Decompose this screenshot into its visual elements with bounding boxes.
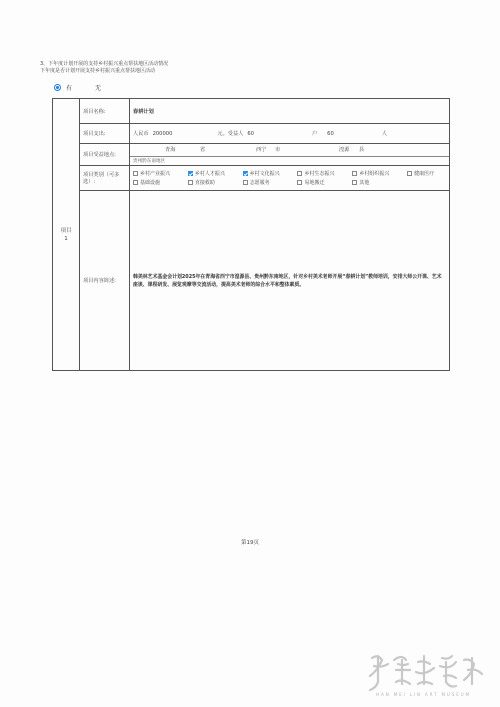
checkbox-icon[interactable] — [188, 180, 193, 185]
project-type-option[interactable] — [188, 179, 237, 186]
province-value: 青海 — [165, 146, 176, 153]
project-spend-label: 项目支出: — [80, 124, 130, 144]
project-type-label-text: 基础设施 — [140, 180, 161, 186]
project-type-option[interactable] — [297, 170, 346, 177]
project-place-field[interactable] — [130, 144, 450, 166]
radio-no-label[interactable]: 无 — [95, 85, 102, 92]
checkbox-icon[interactable] — [133, 180, 138, 185]
project-cell-index: 1 — [64, 235, 68, 242]
section-heading — [40, 61, 168, 75]
project-type-option[interactable] — [243, 179, 292, 186]
page-number: 第19页 — [241, 540, 259, 546]
radio-yes[interactable] — [54, 84, 61, 91]
checkbox-icon[interactable] — [352, 171, 357, 176]
checked-checkbox-icon[interactable] — [188, 171, 193, 176]
beneficiaries-value: 60 — [247, 130, 254, 137]
radio-selected-dot — [56, 86, 59, 89]
project-type-label: 项目类别（可多选）: — [80, 166, 130, 191]
city-value: 西宁 — [256, 146, 267, 153]
checkbox-icon[interactable] — [133, 171, 138, 176]
project-type-options — [133, 170, 446, 186]
project-type-label-text: 其他 — [359, 180, 370, 186]
project-spend-field[interactable] — [130, 124, 450, 144]
project-type-label-text: 乡村人才振兴 — [194, 171, 225, 177]
project-type-option[interactable] — [133, 170, 182, 177]
project-place-label: 项目受益地点: — [80, 144, 130, 166]
project-cell-label: 项目 — [60, 227, 72, 234]
project-form-table — [52, 98, 450, 371]
currency-label: 人民币 — [133, 131, 149, 137]
unit-ren-label: 人 — [381, 131, 387, 137]
section-heading-line-1: 3、下年度计划开展的支持乡村振兴重点帮扶地区活动情况 — [40, 61, 169, 67]
radio-yes-label: 有 — [66, 85, 73, 92]
project-type-option[interactable] — [133, 179, 182, 186]
project-type-option[interactable] — [297, 179, 346, 186]
checkbox-icon[interactable] — [243, 180, 248, 185]
project-content-field[interactable] — [130, 191, 450, 371]
project-type-label-text: 乡村组织振兴 — [359, 171, 390, 177]
region-value: 贵州黔东南地区 — [133, 158, 166, 164]
project-content-text: 韩美林艺术基金会计划2025年在青海省西宁市湟源县、贵州黔东南地区，针对乡村美术老师开展“春耕计划”教师培训，安排大师公开课、艺术座谈、课程研发、展览观摩等交流活动，提高美术老师的综合水平和整体素质。 — [133, 273, 442, 288]
unit-hu-label: 户 — [311, 131, 318, 137]
project-type-option[interactable] — [188, 170, 237, 177]
project-type-label-text: 直接救助 — [194, 180, 215, 186]
county-unit: 县 — [359, 146, 365, 153]
museum-name-watermark: HAN MEI LIN ART MUSEUM — [376, 692, 471, 697]
checked-checkbox-icon[interactable] — [243, 171, 248, 176]
checkbox-icon[interactable] — [407, 171, 412, 176]
project-number-cell — [53, 99, 80, 371]
checkbox-icon[interactable] — [352, 180, 357, 185]
project-type-option[interactable] — [243, 170, 292, 177]
unit-yuan-label: 元。受益人 — [217, 131, 244, 137]
amount-value: 200000 — [152, 130, 173, 137]
project-content-label: 项目内容简述: — [80, 191, 130, 371]
project-name-value: 春耕计划 — [133, 108, 154, 115]
project-type-label-text: 乡村文化振兴 — [249, 171, 280, 177]
project-type-field — [130, 166, 450, 191]
plan-choice-radio-group — [54, 83, 119, 92]
project-type-label-text: 健康医疗 — [414, 171, 435, 177]
checkbox-icon[interactable] — [297, 180, 302, 185]
city-unit: 市 — [275, 146, 281, 153]
project-type-option[interactable] — [352, 179, 401, 186]
project-name-field[interactable] — [130, 99, 450, 124]
project-name-label: 项目名称: — [80, 99, 130, 124]
checkbox-icon[interactable] — [297, 171, 302, 176]
households-value: 60 — [327, 130, 334, 137]
project-type-label-text: 乡村生态振兴 — [304, 171, 335, 177]
project-type-label-text: 志愿服务 — [249, 180, 270, 186]
project-type-label-text: 乡村产业振兴 — [140, 171, 171, 177]
province-unit: 省 — [200, 146, 206, 153]
project-type-option[interactable] — [407, 170, 446, 177]
county-value: 湟源 — [339, 146, 350, 153]
section-heading-line-2: 下年度是否计划开展支持乡村振兴重点帮扶地区活动 — [40, 68, 156, 74]
place-divider — [130, 156, 449, 157]
project-type-label-text: 易地搬迁 — [304, 180, 325, 186]
project-type-option[interactable] — [352, 170, 401, 177]
